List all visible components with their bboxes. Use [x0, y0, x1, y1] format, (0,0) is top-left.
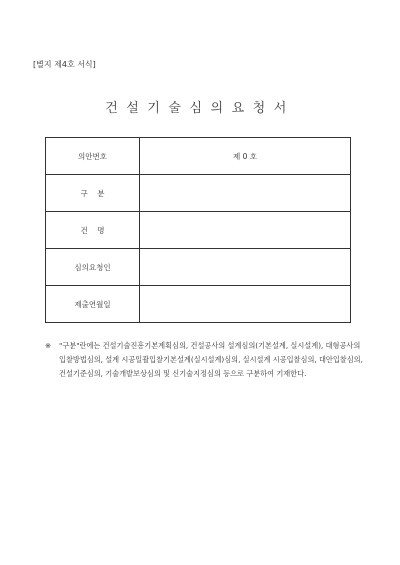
reference-mark-icon: ※ — [45, 341, 52, 350]
request-form-table — [45, 137, 351, 323]
table-row — [46, 138, 351, 175]
submission-date-value[interactable] — [140, 286, 351, 323]
subject-name-value[interactable] — [140, 212, 351, 249]
form-number-label: [별지 제4호 서식] — [33, 60, 96, 69]
footnote — [45, 339, 367, 381]
footnote-text: "구분"란에는 건설기술진흥기본계획심의, 건설공사의 설계심의(기본설계, 실시설계), 대형공사의 입찰방법심의, 설계 시공일괄입찰기본설계(실시설계)심의, 실시설계 시공입찰심의, 대안입찰심의, 건설기준심의, 기술개발보상심의 및 신기술지정심의 등으로 구분하여 기재한다. — [59, 341, 363, 378]
table-row — [46, 249, 351, 286]
requester-value[interactable] — [140, 249, 351, 286]
document-title: 건설기술심의요청서 — [105, 101, 295, 116]
agenda-number-label: 의안번호 — [46, 138, 140, 175]
requester-label: 심의요청인 — [46, 249, 140, 286]
table-row — [46, 175, 351, 212]
agenda-number-value[interactable]: 제 0 호 — [140, 138, 351, 175]
table-row — [46, 286, 351, 323]
category-value[interactable] — [140, 175, 351, 212]
submission-date-label: 제출연월일 — [46, 286, 140, 323]
category-label: 구 분 — [46, 175, 140, 212]
table-row — [46, 212, 351, 249]
subject-name-label: 건 명 — [46, 212, 140, 249]
